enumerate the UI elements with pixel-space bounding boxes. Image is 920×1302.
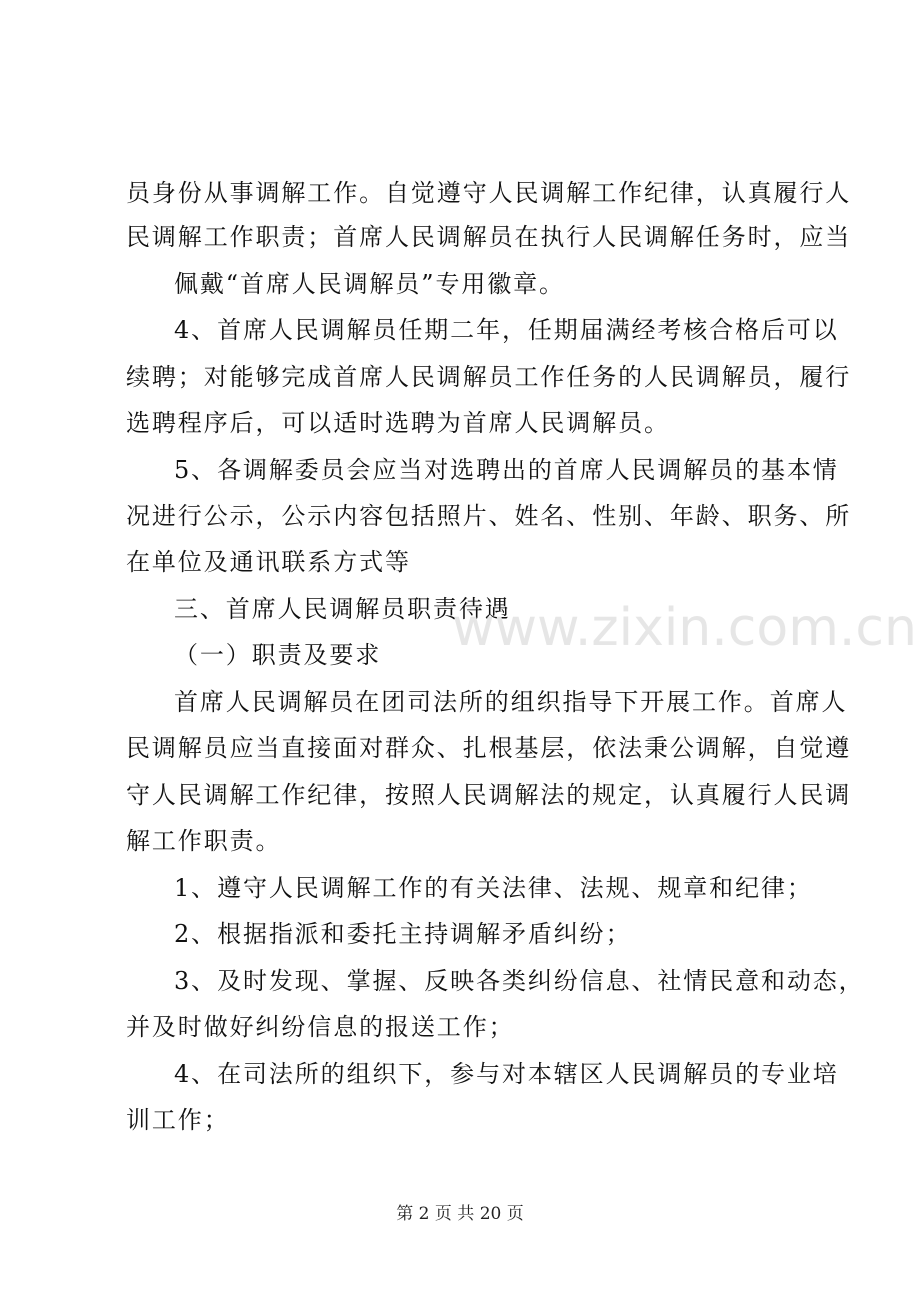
text-line: 守人民调解工作纪律，按照人民调解法的规定，认真履行人民调 (126, 781, 852, 809)
section-heading: 三、首席人民调解员职责待遇 (174, 595, 511, 623)
page-number-footer: 第 2 页 共 20 页 (396, 1204, 524, 1224)
subsection-heading: （一）职责及要求 (174, 641, 382, 669)
list-item: 1、遵守人民调解工作的有关法律、法规、规章和纪律； (174, 874, 813, 902)
text-line: 并及时做好纠纷信息的报送工作； (126, 1013, 515, 1041)
text-line: 民调解员应当直接面对群众、扎根基层，依法秉公调解，自觉遵 (126, 734, 852, 762)
text-line: 员身份从事调解工作。自觉遵守人民调解工作纪律，认真履行人 (126, 179, 852, 207)
text-line: 4、首席人民调解员任期二年，任期届满经考核合格后可以 (174, 316, 839, 344)
text-line: 佩戴“首席人民调解员”专用徽章。 (174, 270, 565, 298)
text-line: 解工作职责。 (126, 827, 282, 855)
watermark: www.zixin.com.cn (452, 598, 917, 658)
list-item: 3、及时发现、掌握、反映各类纠纷信息、社情民意和动态， (174, 967, 865, 995)
text-line: 训工作； (126, 1106, 230, 1134)
text-line: 5、各调解委员会应当对选聘出的首席人民调解员的基本情 (174, 456, 839, 484)
text-line: 选聘程序后，可以适时选聘为首席人民调解员。 (126, 409, 670, 437)
text-line: 民调解工作职责；首席人民调解员在执行人民调解任务时，应当 (126, 223, 852, 251)
text-line: 况进行公示，公示内容包括照片、姓名、性别、年龄、职务、所 (126, 502, 852, 530)
list-item: 4、在司法所的组织下，参与对本辖区人民调解员的专业培 (174, 1060, 839, 1088)
text-line: 续聘；对能够完成首席人民调解员工作任务的人民调解员，履行 (126, 363, 852, 391)
list-item: 2、根据指派和委托主持调解矛盾纠纷； (174, 920, 632, 948)
text-line: 在单位及通讯联系方式等 (126, 548, 411, 576)
text-line: 首席人民调解员在团司法所的组织指导下开展工作。首席人 (174, 688, 848, 716)
